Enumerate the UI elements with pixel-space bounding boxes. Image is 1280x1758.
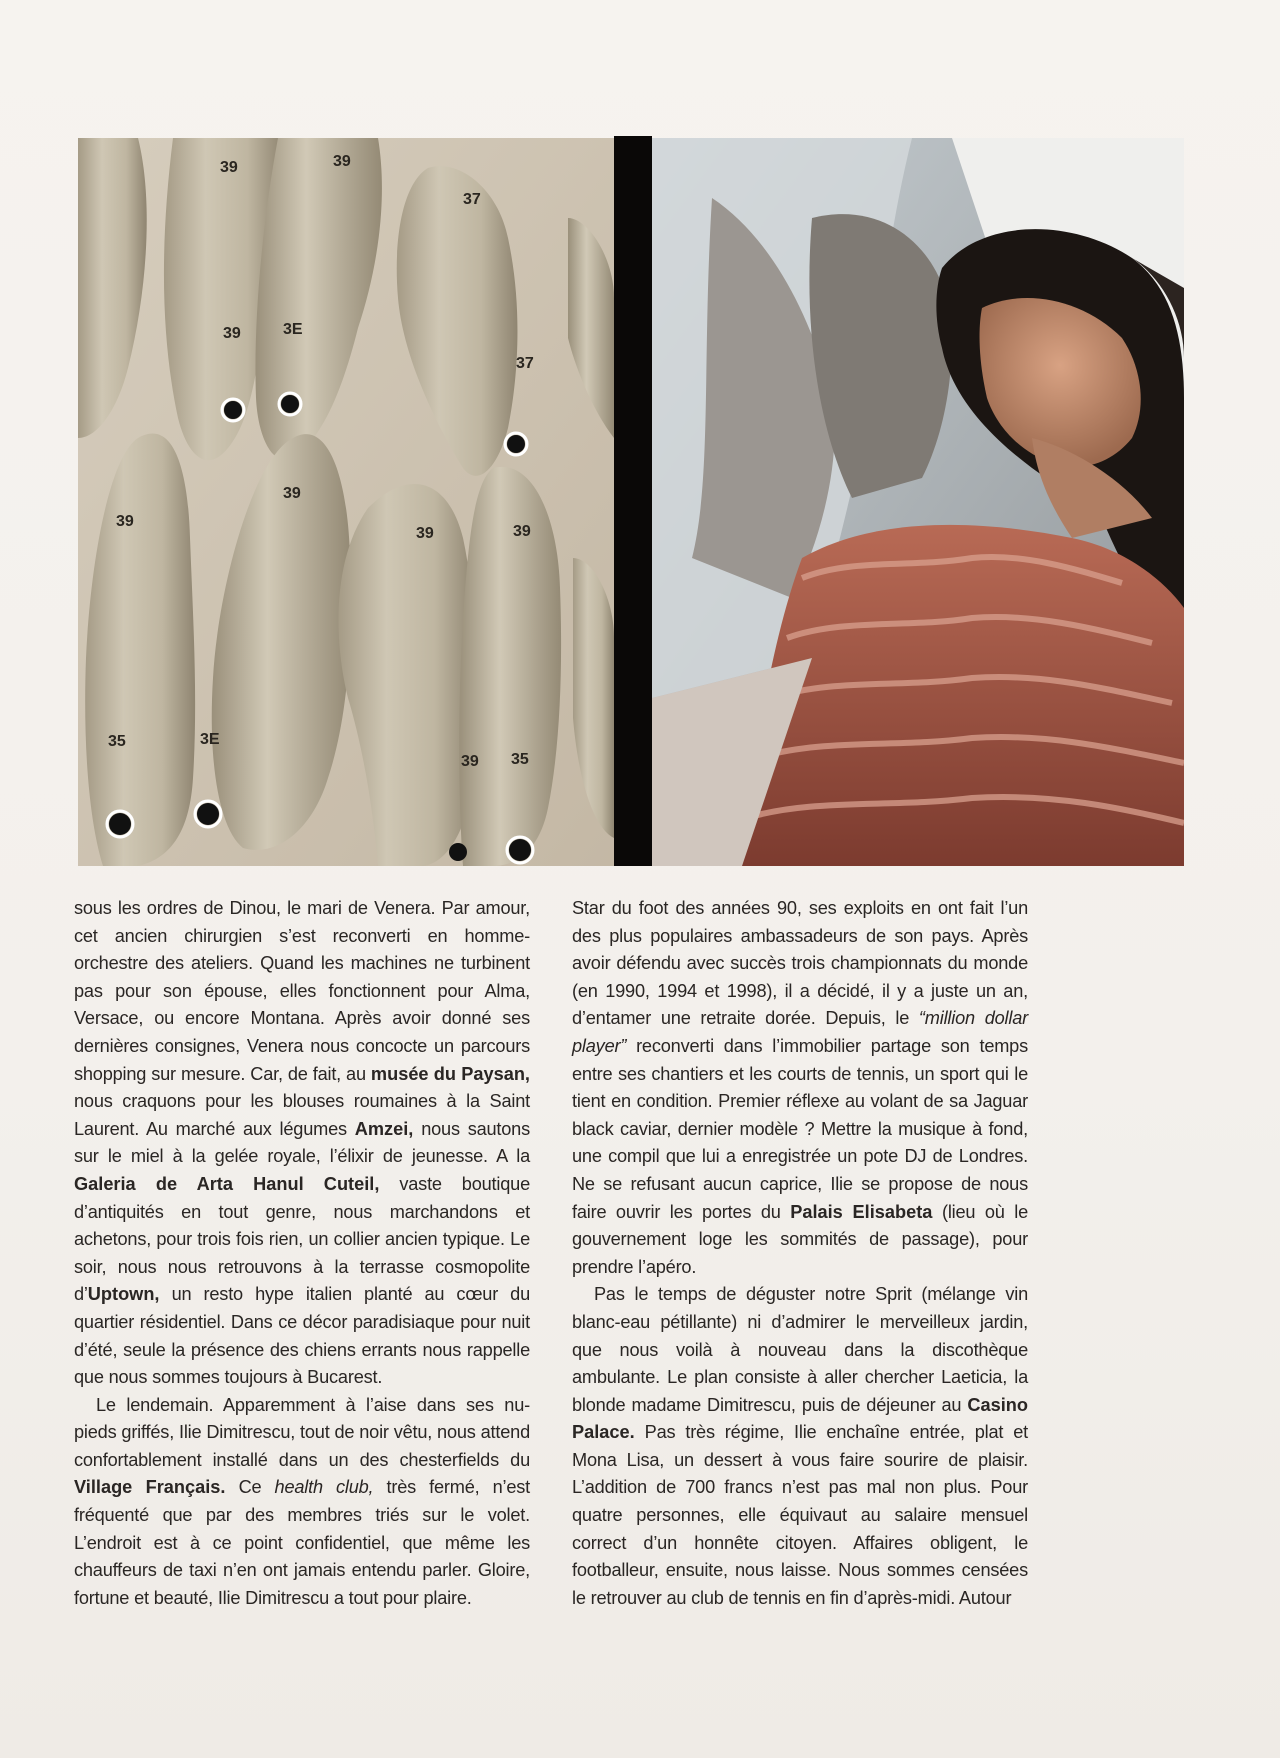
text-run: nous craquons pour les blouses roumaines à la Saint Laurent. Au marché aux légumes	[74, 1091, 530, 1139]
article-paragraph	[572, 1281, 1028, 1612]
photo-spread	[78, 136, 1190, 868]
article-column-left	[74, 895, 530, 1612]
photo-divider	[614, 136, 652, 866]
article-column-right	[572, 895, 1028, 1612]
shoe-lasts-photo	[78, 138, 614, 866]
svg-text:39: 39	[283, 485, 301, 502]
svg-text:39: 39	[116, 513, 134, 530]
svg-text:39: 39	[513, 523, 531, 540]
woman-in-ruffled-dress-photo	[652, 138, 1184, 866]
svg-text:3E: 3E	[283, 321, 303, 338]
bold-venue-name: Galeria de Arta Hanul Cuteil,	[74, 1173, 380, 1194]
shoe-lasts-illustration	[78, 138, 614, 866]
bold-venue-name: Casino Palace.	[572, 1394, 1028, 1443]
text-run: (lieu où le gouvernement loge les sommités de passage), pour prendre l’apéro.	[572, 1201, 1029, 1277]
svg-text:35: 35	[511, 751, 529, 768]
svg-text:39: 39	[461, 753, 479, 770]
svg-text:39: 39	[416, 525, 434, 542]
text-run: Le lendemain. Apparemment à l’aise dans ses nu-pieds griffés, Ilie Dimitrescu, tout de noir vêtu, nous attend confortablement installé dans un des chesterfields du	[74, 1394, 530, 1470]
woman-illustration	[652, 138, 1184, 866]
svg-text:39: 39	[220, 159, 238, 176]
bold-venue-name: Amzei,	[354, 1118, 414, 1139]
italic-text: “million dollar player”	[572, 1008, 1028, 1056]
text-run: très fermé, n’est fréquenté que par des membres triés sur le volet. L’endroit est à ce point confidentiel, que même les chauffeurs de taxi n’en ont jamais entendu parler. Gloire, fortune et beauté, Ilie Dimitrescu a tout pour plaire.	[74, 1477, 530, 1608]
article-paragraph	[74, 1392, 530, 1613]
bold-venue-name: Uptown,	[87, 1284, 160, 1305]
article-paragraph	[572, 895, 1028, 1281]
svg-text:37: 37	[463, 191, 481, 208]
text-run: Star du foot des années 90, ses exploits en ont fait l’un des plus populaires ambassadeurs de son pays. Après avoir défendu avec succès trois championnats du monde (en 1990, 1994 et 1998), il a décidé, il y a juste un an, d’entamer une retraite dorée. Depuis, le	[572, 898, 1028, 1029]
bold-venue-name: Palais Elisabeta	[790, 1201, 933, 1222]
svg-text:39: 39	[223, 325, 241, 342]
text-run: reconverti dans l’immobilier partage son temps entre ses chantiers et les courts de tennis, un sport qui le tient en condition. Premier réflexe au volant de sa Jaguar black caviar, dernier modèle ? Mettre la musique à fond, une compil que lui a enregistrée un pote DJ de Londres. Ne se refusant aucun caprice, Ilie se propose de nous faire ouvrir les portes du	[572, 1035, 1028, 1222]
bold-venue-name: Village Français.	[74, 1477, 226, 1498]
text-run: un resto hype italien planté au cœur du quartier résidentiel. Dans ce décor paradisiaque pour nuit d’été, seule la présence des chiens errants nous rappelle que nous sommes toujours à Bucarest.	[74, 1284, 530, 1388]
bold-venue-name: musée du Paysan,	[370, 1063, 530, 1084]
text-run: nous sautons sur le miel à la gelée royale, l’élixir de jeunesse. A la	[74, 1118, 530, 1167]
text-run: Pas le temps de déguster notre Sprit (mélange vin blanc-eau pétillante) ni d’admirer le merveilleux jardin, que nous voilà à nouveau dans la discothèque ambulante. Le plan consiste à aller chercher Laeticia, la blonde madame Dimitrescu, puis de déjeuner au	[572, 1284, 1028, 1415]
text-run: Ce	[225, 1477, 275, 1498]
svg-text:35: 35	[108, 733, 126, 750]
svg-text:37: 37	[516, 355, 534, 372]
svg-text:3E: 3E	[200, 731, 220, 748]
text-run: sous les ordres de Dinou, le mari de Venera. Par amour, cet ancien chirurgien s’est reconverti en homme-orchestre des ateliers. Quand les machines ne turbinent pas pour son épouse, elles fonctionnent pour Alma, Versace, ou encore Montana. Après avoir donné ses dernières consignes, Venera nous concocte un parcours shopping sur mesure. Car, de fait, au	[74, 898, 530, 1084]
article-paragraph	[74, 895, 530, 1392]
text-run: vaste boutique d’antiquités en tout genre, nous marchandons et achetons, pour trois fois rien, un collier ancien typique. Le soir, nous nous retrouvons à la terrasse cosmopolite d’	[74, 1173, 530, 1305]
text-run: Pas très régime, Ilie enchaîne entrée, plat et Mona Lisa, un dessert à vous faire sourire de plaisir. L’addition de 700 francs n’est pas mal non plus. Pour quatre personnes, elle équivaut au salaire mensuel correct d’un honnête citoyen. Affaires obligent, le footballeur, ensuite, nous laisse. Nous sommes censées le retrouver au club de tennis en fin d’après-midi. Autour	[572, 1422, 1028, 1608]
svg-text:39: 39	[333, 153, 351, 170]
italic-text: health club,	[274, 1477, 374, 1498]
